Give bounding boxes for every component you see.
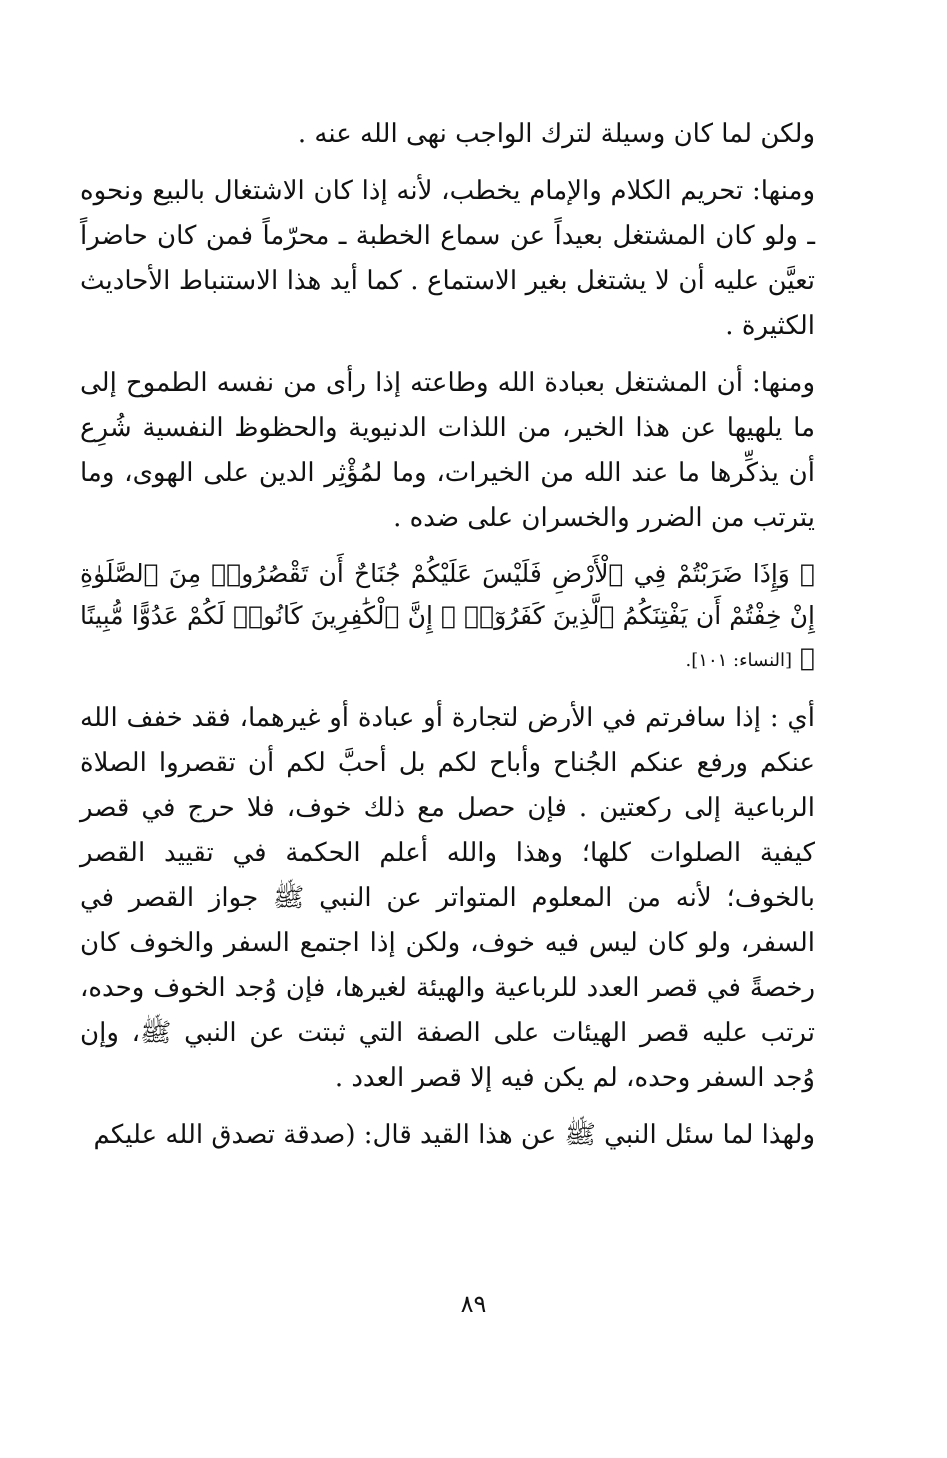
verse-reference: [النساء: ١٠١]. [685,650,793,671]
verse-text: ﴿ وَإِذَا ضَرَبْتُمْ فِي ٱلْأَرْضِ فَلَيْسَ عَلَيْكُمْ جُنَاحٌ أَن تَقْصُرُوا۟ مِنَ ٱلصَّلَوٰةِ إِنْ خِفْتُمْ أَن يَفْتِنَكُمُ ٱلَّذِينَ كَفَرُوٓا۟ ۚ إِنَّ ٱلْكَٰفِرِينَ كَانُوا۟ لَكُمْ عَدُوًّا مُّبِينًا ﴾ [80,559,815,672]
paragraph-3: ومنها: أن المشتغل بعبادة الله وطاعته إذا رأى من نفسه الطموح إلى ما يلهيها عن هذا الخير، من اللذات الدنيوية والحظوظ النفسية شُرِع أن يذكِّرها ما عند الله من الخيرات، وما لمُؤْثِر الدين على الهوى، وما يترتب من الضرر والخسران على ضده . [80,368,815,533]
page-number: ٨٩ [460,1290,487,1318]
paragraph-4: أي : إذا سافرتم في الأرض لتجارة أو عبادة أو غيرهما، فقد خفف الله عنكم ورفع عنكم الجُناح وأباح لكم بل أحبَّ لكم أن تقصروا الصلاة الرباعية إلى ركعتين . فإن حصل مع ذلك خوف، فلا حرج في قصر كيفية الصلوات كلها؛ وهذا والله أعلم الحكمة في تقييد القصر بالخوف؛ لأنه من المعلوم المتواتر عن النبي ﷺ جواز القصر في السفر، ولو كان ليس فيه خوف، ولكن إذا اجتمع السفر والخوف كان رخصةً في قصر العدد للرباعية والهيئة لغيرها، فإن وُجد الخوف وحده، ترتب عليه قصر الهيئات على الصفة التي ثبتت عن النبي ﷺ، وإن وُجد السفر وحده، لم يكن فيه إلا قصر العدد . [80,703,815,1093]
paragraph-2: ومنها: تحريم الكلام والإمام يخطب، لأنه إذا كان الاشتغال بالبيع ونحوه ـ ولو كان المشتغل بعيداً عن سماع الخطبة ـ محرّماً فمن كان حاضراً تعيَّن عليه أن لا يشتغل بغير الاستماع . كما أيد هذا الاستنباط الأحاديث الكثيرة . [80,176,815,341]
quran-verse [80,553,815,682]
page-body [80,112,815,1362]
paragraph-1: ولكن لما كان وسيلة لترك الواجب نهى الله عنه . [297,119,815,149]
paragraph-5: ولهذا لما سئل النبي ﷺ عن هذا القيد قال: (صدقة تصدق الله عليكم [93,1120,815,1150]
